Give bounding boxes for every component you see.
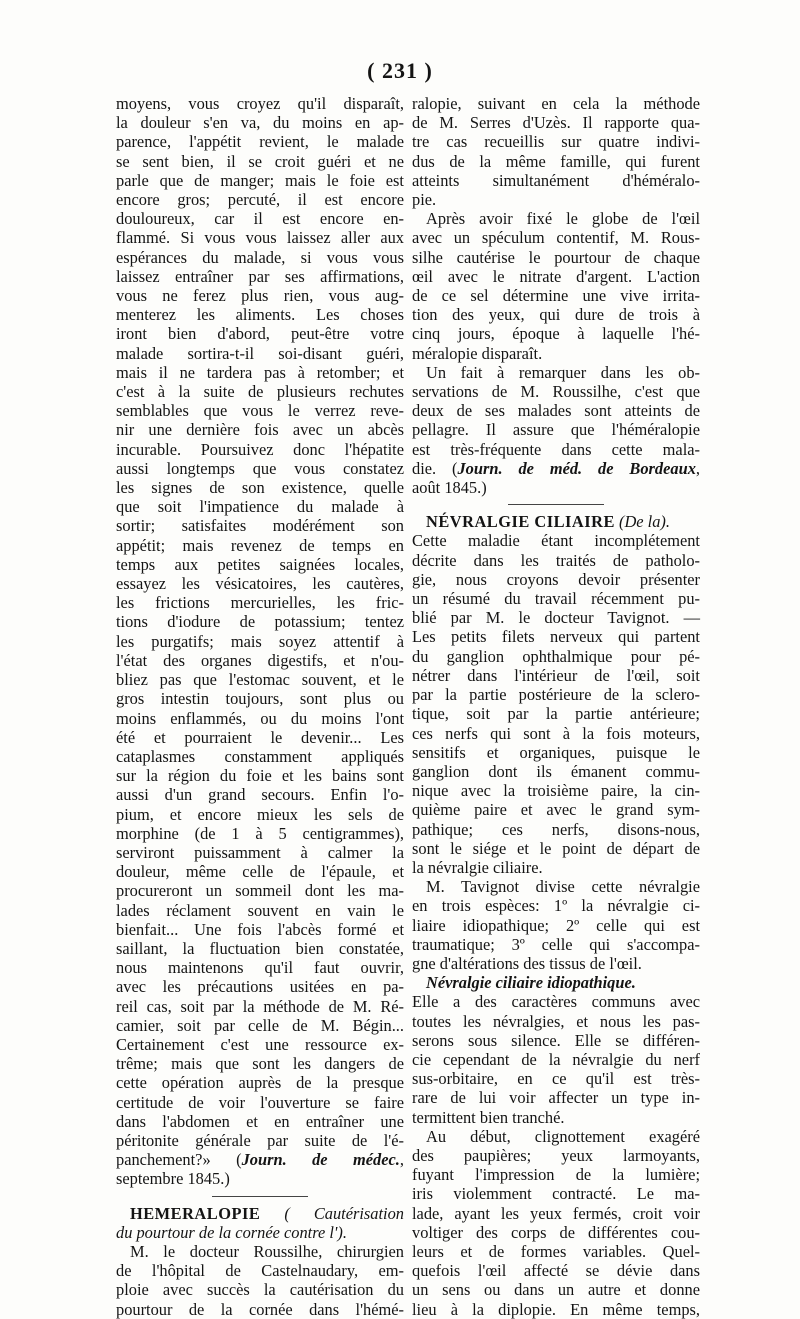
text-line: vous ne ferez plus rien, vous aug- <box>116 286 404 306</box>
text-line: Au début, clignottement exagéré <box>426 1126 700 1146</box>
text-line: lieu à la diplopie. En même temps, <box>412 1299 700 1319</box>
text-line: traumatique; 3º celle qui s'accompa- <box>412 934 700 954</box>
text-line: termittent bien tranché. <box>412 1107 565 1127</box>
text-line: camier, soit par celle de M. Bégin... <box>116 1015 404 1035</box>
text-line: les frictions mercurielles, les fric- <box>116 593 404 613</box>
text-line: les purgatifs; mais soyez attentif à <box>116 631 404 651</box>
text-line: Après avoir fixé le globe de l'œil <box>426 209 700 229</box>
right-paragraph-7 <box>412 1127 700 1319</box>
text-line: reil cas, soit par la méthode de M. Ré- <box>116 996 404 1016</box>
text-line: la névralgie ciliaire. <box>412 857 543 877</box>
text-line: incurable. Poursuivez donc l'hépatite <box>116 439 404 459</box>
text-line: lade, ayant les yeux fermés, croit voir <box>412 1203 700 1223</box>
text-line: avec un spéculum contentif, M. Rous- <box>412 228 700 248</box>
text-line: espérances du malade, si vous vous <box>116 247 404 267</box>
citation-source: Journ. de méd. de Bordeaux <box>457 458 696 478</box>
text-line: les signes de son existence, quelle <box>116 478 404 498</box>
text-line: méralopie disparaît. <box>412 343 543 363</box>
text-line: lades réclament souvent en vain le <box>116 900 404 920</box>
text-line: servations de M. Roussilhe, c'est que <box>412 382 700 402</box>
text-line: blié par M. le docteur Tavignot. — <box>412 608 700 628</box>
text-line: pie. <box>412 190 437 210</box>
text-line: quième paire et avec le grand sym- <box>412 800 700 820</box>
text-line: décrite dans les traités de patholo- <box>412 550 700 570</box>
text-line: sensitifs et organiques, puisque le <box>412 742 700 762</box>
section-divider <box>212 1196 308 1197</box>
text-line: Cette maladie étant incomplétement <box>412 531 700 551</box>
text-line: œil avec le nitrate d'argent. L'action <box>412 266 700 286</box>
text-line: est très-fréquente dans cette mala- <box>412 439 700 459</box>
citation-line <box>116 1150 404 1169</box>
text-line: c'est à la suite de plusieurs rechutes <box>116 382 404 402</box>
text-line: des paupières; yeux larmoyants, <box>412 1145 700 1165</box>
text-line: ralopie, suivant en cela la méthode <box>412 94 700 113</box>
text-line: de l'hôpital de Castelnaudary, em- <box>116 1261 404 1281</box>
text-line: pium, et encore mieux les sels de <box>116 804 404 824</box>
text-line: aussi d'un grand secours. Enfin l'o- <box>116 785 404 805</box>
text-line: nique avec la troisième paire, la cin- <box>412 781 700 801</box>
text-line: gne d'altérations des tissus de l'œil. <box>412 953 642 973</box>
text-line: douloureux, car il est encore en- <box>116 209 404 229</box>
text-line: en trois espèces: 1º la névralgie ci- <box>412 896 700 916</box>
text-line: temps aux petites saignées locales, <box>116 554 404 574</box>
text-line: cataplasmes constamment appliqués <box>116 746 404 766</box>
text-line: un résumé du travail récemment pu- <box>412 589 700 609</box>
text-line: menterez les aliments. Les choses <box>116 305 404 325</box>
text-line: malade sortira-t-il soi-disant guéri, <box>116 343 404 363</box>
section-heading-nevralgie: NÉVRALGIE CILIAIRE <box>426 512 615 532</box>
text-line: encore gros; percuté, il est encore <box>116 190 404 210</box>
citation-lead: die. ( <box>412 458 458 478</box>
text-line: essayez les vésicatoires, les cautères, <box>116 574 404 594</box>
citation-end: , <box>695 458 700 478</box>
text-line: liaire idiopathique; 2º celle qui est <box>412 915 700 935</box>
left-section-heading <box>116 1204 404 1242</box>
text-line: dans l'abdomen et en entraîner une <box>116 1111 404 1131</box>
text-line: nir une dernière fois avec un abcès <box>116 420 404 440</box>
right-column <box>412 94 700 1319</box>
text-line: de ce sel détermine une vive irrita- <box>412 286 700 306</box>
text-line: Certainement c'est une ressource ex- <box>116 1034 404 1054</box>
section-divider <box>508 504 604 505</box>
text-line: aussi longtemps que vous constatez <box>116 458 404 478</box>
citation-date: août 1845.) <box>412 478 487 498</box>
text-line: sus-orbitaire, en ce qu'il est très- <box>412 1069 700 1089</box>
text-line: M. Tavignot divise cette névralgie <box>426 877 700 897</box>
text-line: iront bien d'abord, peut-être votre <box>116 324 404 344</box>
citation-line <box>412 459 700 478</box>
citation-date: septembre 1845.) <box>116 1169 230 1189</box>
text-line: péritonite générale par suite de l'é- <box>116 1130 404 1150</box>
text-line: leurs et de formes variables. Quel- <box>412 1241 700 1261</box>
text-line: tique, soit par la partie antérieure; <box>412 704 700 724</box>
text-line: semblables que vous le verrez reve- <box>116 401 404 421</box>
text-line: ganglion dont ils émanent commu- <box>412 761 700 781</box>
text-line: cie cependant de la névralgie du nerf <box>412 1049 700 1069</box>
text-line: sont le siége et le point de départ de <box>412 838 700 858</box>
left-column <box>116 94 404 1319</box>
text-line: serons sous silence. Elle se différen- <box>412 1030 700 1050</box>
text-line: avec les précautions usitées en pa- <box>116 977 404 997</box>
page-number: ( 231 ) <box>367 58 433 83</box>
text-line: pellagre. Il assure que l'héméralopie <box>412 420 700 440</box>
text-line: cette opération auprès de la presque <box>116 1073 404 1093</box>
text-line: l'état des organes digestifs, et n'ou- <box>116 650 404 670</box>
text-line: procureront un sommeil dont les ma- <box>116 881 404 901</box>
citation-source: Journ. de médec. <box>241 1150 400 1170</box>
text-line: nétrer dans l'intérieur de l'œil, soit <box>412 665 700 685</box>
text-line: bliez pas que l'estomac souvent, et le <box>116 670 404 690</box>
text-line: pourtour de la cornée dans l'hémé- <box>116 1299 404 1319</box>
text-line: silhe cautérise le pourtour de chaque <box>412 247 700 267</box>
text-line: iris violemment contracté. Le ma- <box>412 1184 700 1204</box>
text-line: douleur, même celle de l'épaule, et <box>116 862 404 882</box>
section-subheading-cont: du pourtour de la cornée contre l'). <box>116 1222 347 1242</box>
text-line: Elle a des caractères communs avec <box>412 992 700 1012</box>
right-paragraph-5 <box>412 877 700 973</box>
text-line: certitude de voir l'ouverture se faire <box>116 1092 404 1112</box>
text-line: que soit l'impatience du malade à <box>116 497 404 517</box>
text-line: gros intestin toujours, sont plus ou <box>116 689 404 709</box>
text-line: Un fait à remarquer dans les ob- <box>426 362 700 382</box>
text-line: nous maintenons qu'il faut ouvrir, <box>116 958 404 978</box>
section-subheading: ( Cautérisation <box>284 1203 404 1223</box>
text-line: la douleur s'en va, du moins en ap- <box>116 113 404 133</box>
text-line: cinq jours, époque à laquelle l'hé- <box>412 324 700 344</box>
text-line: serviront puissamment à calmer la <box>116 842 404 862</box>
text-line: sortir; satisfaites modérément son <box>116 516 404 536</box>
right-paragraph-3 <box>412 363 700 497</box>
text-line: parence, l'appétit revient, le malade <box>116 132 404 152</box>
text-line: morphine (de 1 à 5 centigrammes), <box>116 823 404 843</box>
text-line: pathique; ces nerfs, disons-nous, <box>412 819 700 839</box>
text-line: voltiger des corps de différentes cou- <box>412 1222 700 1242</box>
text-line: bienfait... Une fois l'abcès formé et <box>116 919 404 939</box>
text-line: laissez entraîner par ses affirmations, <box>116 266 404 286</box>
text-line: été et pourraient le devenir... Les <box>116 727 404 747</box>
text-line: ploie avec succès la cautérisation du <box>116 1280 404 1300</box>
text-line: sur la région du foie et les bains sont <box>116 766 404 786</box>
text-line: appétit; mais revenez de temps en <box>116 535 404 555</box>
text-line: M. le docteur Roussilhe, chirurgien <box>130 1241 404 1261</box>
left-paragraph-1 <box>116 94 404 1189</box>
text-line: gie, nous croyons devoir présenter <box>412 569 700 589</box>
text-line: atteints simultanément d'héméralo- <box>412 170 700 190</box>
right-paragraph-4 <box>412 531 700 877</box>
text-line: toutes les névralgies, et nous les pas- <box>412 1011 700 1031</box>
text-line: trême; mais que sont les dangers de <box>116 1054 404 1074</box>
text-line: fuyant l'impression de la lumière; <box>412 1165 700 1185</box>
text-line: du ganglion ophthalmique pour pé- <box>412 646 700 666</box>
text-line: un sens ou dans un autre et donne <box>412 1280 700 1300</box>
text-line: parle que de manger; mais le foie est <box>116 170 404 190</box>
text-line: saillant, la fluctuation bien constatée, <box>116 938 404 958</box>
text-line: dus de la même famille, qui furent <box>412 151 700 171</box>
right-paragraph-6 <box>412 992 700 1126</box>
text-line: tre cas recueillis sur quatre indivi- <box>412 132 700 152</box>
section-subheading: (De la). <box>619 512 670 532</box>
text-line: de M. Serres d'Uzès. Il rapporte qua- <box>412 113 700 133</box>
text-line: tion des yeux, qui dure de trois à <box>412 305 700 325</box>
right-section-heading <box>412 512 700 531</box>
text-line: tions d'iodure de potassium; tentez <box>116 612 404 632</box>
right-paragraph-2 <box>412 209 700 363</box>
text-line: se sent bien, il se croit guéri et ne <box>116 151 404 171</box>
citation-lead: panchement?» ( <box>116 1150 242 1170</box>
text-line: flammé. Si vous vous laissez aller aux <box>116 228 404 248</box>
text-line: quefois l'œil affecté se dévie dans <box>412 1261 700 1281</box>
citation-end: , <box>399 1150 404 1170</box>
text-line: moins enflammés, ou du moins l'ont <box>116 708 404 728</box>
text-line: mais il ne tardera pas à retomber; et <box>116 362 404 382</box>
text-line: par la partie postérieure de la sclero- <box>412 685 700 705</box>
right-paragraph-1 <box>412 94 700 209</box>
text-line: rare de lui voir affecter un type in- <box>412 1088 700 1108</box>
text-line: moyens, vous croyez qu'il disparaît, <box>116 94 404 113</box>
text-line: deux de ses malades sont atteints de <box>412 401 700 421</box>
left-paragraph-2 <box>116 1242 404 1319</box>
text-line: ces nerfs qui sont à la fois moteurs, <box>412 723 700 743</box>
section-heading-hemeralopie: HEMERALOPIE <box>130 1203 261 1223</box>
text-line: Les petits filets nerveux qui partent <box>412 627 700 647</box>
sub-heading-idiopathique: Névralgie ciliaire idiopathique. <box>426 973 636 993</box>
